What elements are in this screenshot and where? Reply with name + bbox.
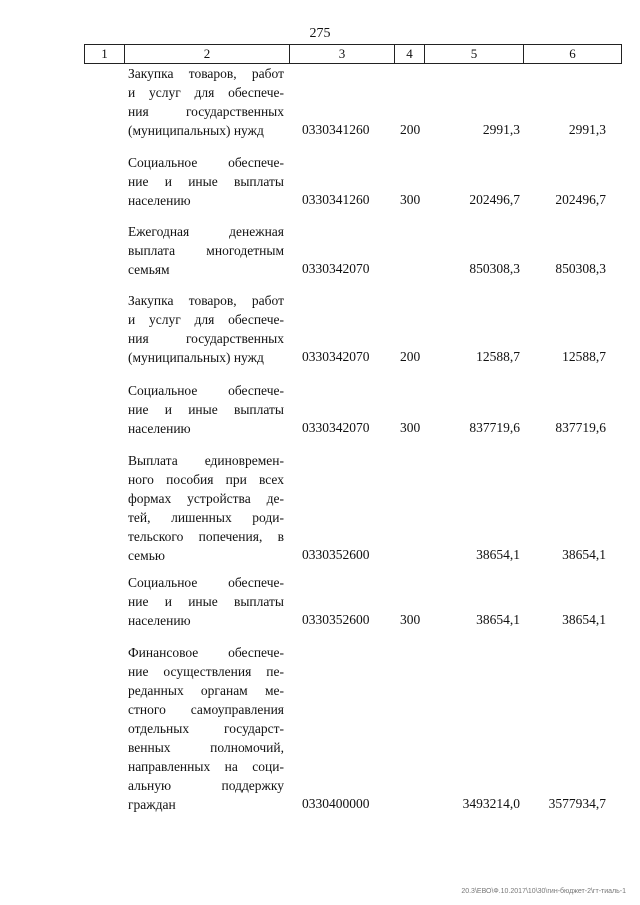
table-row (84, 573, 622, 630)
table-row (84, 153, 622, 210)
page-number: 275 (309, 26, 331, 41)
description-line: альную поддержку (128, 778, 284, 793)
description-line: ния государственных (128, 104, 284, 119)
row-value-col5: 850308,3 (469, 261, 520, 276)
description-line: выплата многодетным (128, 243, 284, 258)
table-row (84, 291, 622, 367)
row-value-col5: 202496,7 (469, 192, 520, 207)
row-value-col5: 3493214,0 (462, 796, 520, 811)
row-value-col5: 38654,1 (476, 612, 520, 627)
row-description (128, 451, 284, 565)
description-line: реданных органам ме- (128, 683, 284, 698)
description-line: Выплата единовремен- (128, 453, 284, 468)
header-col-3: 3 (290, 45, 395, 63)
description-line: отдельных государст- (128, 721, 284, 736)
row-code: 0330342070 (302, 261, 370, 276)
description-line: венных полномочий, (128, 740, 284, 755)
description-line: Закупка товаров, работ (128, 66, 284, 81)
description-line: стного самоуправления (128, 702, 284, 717)
row-value-col6: 12588,7 (562, 349, 606, 364)
description-line: ния государственных (128, 331, 284, 346)
description-line: тельского попечения, в (128, 529, 284, 544)
description-line: семью (128, 548, 165, 563)
row-description (128, 222, 284, 279)
row-type: 200 (400, 349, 421, 364)
description-line: ние и иные выплаты (128, 174, 284, 189)
description-line: населению (128, 613, 191, 628)
row-value-col6: 38654,1 (562, 547, 606, 562)
header-col-5: 5 (425, 45, 524, 63)
header-col-1: 1 (85, 45, 125, 63)
row-value-col6: 837719,6 (555, 420, 606, 435)
row-type: 300 (400, 420, 421, 435)
description-line: Закупка товаров, работ (128, 293, 284, 308)
description-line: тей, лишенных роди- (128, 510, 284, 525)
description-line: Социальное обеспече- (128, 575, 284, 590)
description-line: и услуг для обеспече- (128, 312, 284, 327)
row-value-col6: 3577934,7 (548, 796, 606, 811)
description-line: ние и иные выплаты (128, 594, 284, 609)
row-value-col6: 202496,7 (555, 192, 606, 207)
row-description (128, 153, 284, 210)
header-col-4: 4 (395, 45, 425, 63)
header-col-2: 2 (125, 45, 290, 63)
description-line: ние осуществления пе- (128, 664, 284, 679)
description-line: граждан (128, 797, 176, 812)
table-header (84, 44, 622, 64)
row-value-col5: 2991,3 (482, 122, 520, 137)
table-row (84, 643, 622, 814)
row-code: 0330352600 (302, 547, 370, 562)
description-line: населению (128, 421, 191, 436)
row-value-col5: 12588,7 (476, 349, 520, 364)
description-line: Ежегодная денежная (128, 224, 284, 239)
row-type: 300 (400, 612, 421, 627)
description-line: и услуг для обеспече- (128, 85, 284, 100)
row-code: 0330352600 (302, 612, 370, 627)
row-value-col5: 38654,1 (476, 547, 520, 562)
description-line: семьям (128, 262, 170, 277)
description-line: формах устройства де- (128, 491, 284, 506)
header-col-6: 6 (569, 46, 576, 61)
description-line: Социальное обеспече- (128, 383, 284, 398)
row-value-col5: 837719,6 (469, 420, 520, 435)
table-row (84, 222, 622, 279)
row-type: 300 (400, 192, 421, 207)
description-line: (муниципальных) нужд (128, 350, 264, 365)
description-line: направленных на соци- (128, 759, 284, 774)
description-line: Финансовое обеспече- (128, 645, 284, 660)
row-description (128, 643, 284, 814)
table-row (84, 451, 622, 565)
table-row (84, 64, 622, 140)
row-code: 0330400000 (302, 796, 370, 811)
row-type: 200 (400, 122, 421, 137)
description-line: (муниципальных) нужд (128, 123, 264, 138)
row-description (128, 291, 284, 367)
row-code: 0330342070 (302, 420, 370, 435)
description-line: ного пособия при всех (128, 472, 284, 487)
row-code: 0330341260 (302, 192, 370, 207)
row-value-col6: 2991,3 (568, 122, 606, 137)
row-description (128, 381, 284, 438)
row-description (128, 573, 284, 630)
row-description (128, 64, 284, 140)
row-value-col6: 38654,1 (562, 612, 606, 627)
row-value-col6: 850308,3 (555, 261, 606, 276)
document-footer-path: 20.3\ЕВО\Ф.10.2017\10\30\гин-бюджет-2\гт-тиаль-1 (461, 888, 626, 895)
row-code: 0330341260 (302, 122, 370, 137)
table-row (84, 381, 622, 438)
description-line: Социальное обеспече- (128, 155, 284, 170)
description-line: населению (128, 193, 191, 208)
description-line: ние и иные выплаты (128, 402, 284, 417)
row-code: 0330342070 (302, 349, 370, 364)
